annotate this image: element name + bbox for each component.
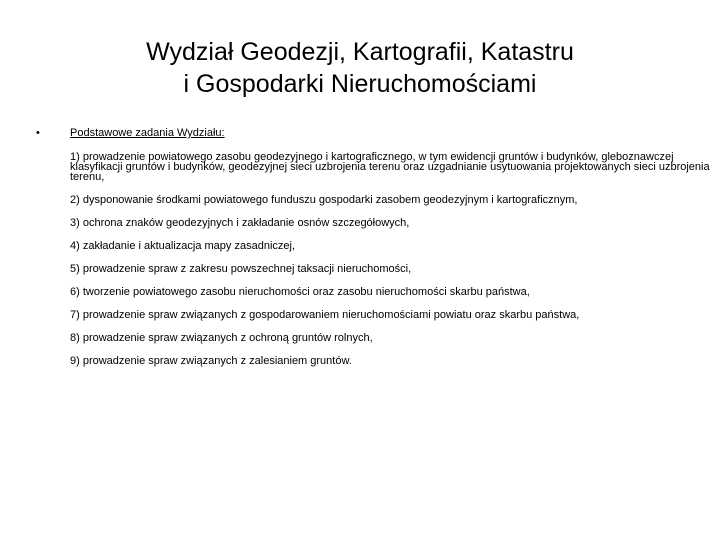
list-item: 9) prowadzenie spraw związanych z zalesianiem gruntów. [70, 355, 352, 367]
list-item: 6) tworzenie powiatowego zasobu nieruchomości oraz zasobu nieruchomości skarbu państwa, [70, 286, 530, 298]
title-line-2: i Gospodarki Nieruchomościami [183, 70, 537, 98]
page-title [0, 36, 720, 100]
list-item: 7) prowadzenie spraw związanych z gospodarowaniem nieruchomościami powiatu oraz skarbu państwa, [70, 309, 580, 321]
list-item: 2) dysponowanie środkami powiatowego funduszu gospodarki zasobem geodezyjnym i kartograficznym, [70, 194, 578, 206]
list-item: 5) prowadzenie spraw z zakresu powszechnej taksacji nieruchomości, [70, 263, 412, 275]
title-line-1: Wydział Geodezji, Kartografii, Katastru [146, 38, 574, 66]
content-body [70, 128, 710, 379]
section-heading: Podstawowe zadania Wydziału: [70, 127, 225, 139]
list-item: 1) prowadzenie powiatowego zasobu geodezyjnego i kartograficznego, w tym ewidencji gruntów i budynków, gleboznawczej klasyfikacji gruntów i budynków, geodezyjnej sieci uzbrojenia terenu oraz uzgadnianie usytuowania projektowanych sieci uzbrojenia terenu, [70, 151, 710, 183]
bullet-marker: • [36, 127, 40, 139]
list-item: 8) prowadzenie spraw związanych z ochroną gruntów rolnych, [70, 332, 373, 344]
list-item: 3) ochrona znaków geodezyjnych i zakładanie osnów szczegółowych, [70, 217, 410, 229]
list-item: 4) zakładanie i aktualizacja mapy zasadniczej, [70, 240, 296, 252]
